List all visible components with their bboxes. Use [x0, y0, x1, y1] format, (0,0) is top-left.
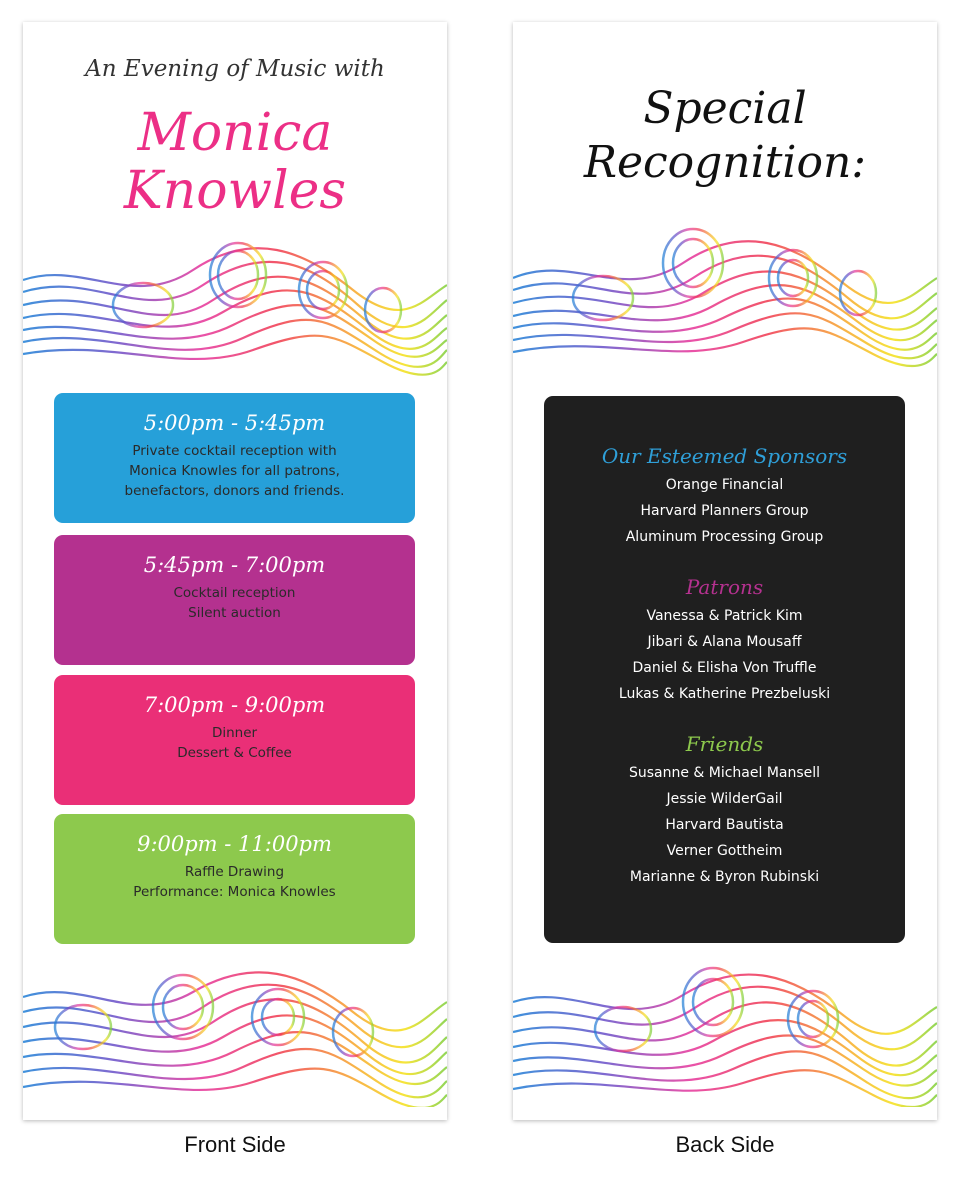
schedule-time: 5:00pm - 5:45pm — [143, 411, 326, 435]
schedule-description — [54, 862, 415, 902]
schedule-time: 5:45pm - 7:00pm — [143, 553, 326, 577]
sponsor-name: Aluminum Processing Group — [625, 529, 824, 545]
performer-first-name: Monica — [137, 103, 333, 163]
friend-name: Verner Gottheim — [666, 843, 783, 859]
back-side-caption: Back Side — [675, 1132, 775, 1157]
schedule-time: 9:00pm - 11:00pm — [137, 832, 332, 856]
schedule-block-1 — [54, 393, 415, 523]
rainbow-wave-decoration — [513, 957, 937, 1107]
schedule-block-4 — [54, 814, 415, 944]
recognition-title-line2: Recognition: — [583, 137, 867, 188]
schedule-line: Dessert & Coffee — [177, 745, 292, 761]
rainbow-wave-decoration — [513, 218, 937, 368]
sponsor-name: Orange Financial — [665, 477, 784, 493]
friend-name: Jessie WilderGail — [666, 791, 783, 807]
performer-last-name: Knowles — [123, 161, 347, 221]
sponsors-list — [544, 472, 905, 550]
friend-name: Marianne & Byron Rubinski — [629, 869, 820, 885]
sponsors-heading: Our Esteemed Sponsors — [601, 444, 848, 468]
schedule-line: Raffle Drawing — [184, 864, 285, 880]
rainbow-wave-decoration — [23, 230, 447, 380]
schedule-line: Performance: Monica Knowles — [133, 884, 336, 900]
friend-name: Susanne & Michael Mansell — [628, 765, 821, 781]
back-card — [513, 22, 937, 1120]
performer-name — [23, 104, 447, 220]
friend-name: Harvard Bautista — [665, 817, 784, 833]
schedule-line: Private cocktail reception with — [132, 443, 337, 459]
schedule-line: Dinner — [211, 725, 258, 741]
rainbow-wave-decoration — [23, 957, 447, 1107]
schedule-description — [54, 441, 415, 501]
patron-name: Jibari & Alana Mousaff — [647, 634, 802, 650]
schedule-line: benefactors, donors and friends. — [124, 483, 345, 499]
schedule-block-3 — [54, 675, 415, 805]
event-subtitle: An Evening of Music with — [85, 56, 385, 82]
schedule-description — [54, 583, 415, 623]
front-side-caption: Front Side — [184, 1132, 286, 1157]
patron-name: Daniel & Elisha Von Truffle — [632, 660, 817, 676]
friends-list — [544, 760, 905, 890]
sponsor-name: Harvard Planners Group — [640, 503, 809, 519]
patrons-heading: Patrons — [685, 575, 764, 599]
schedule-description — [54, 723, 415, 763]
patron-name: Lukas & Katherine Prezbeluski — [618, 686, 831, 702]
schedule-line: Silent auction — [188, 605, 281, 621]
schedule-block-2 — [54, 535, 415, 665]
recognition-title — [513, 82, 937, 190]
schedule-time: 7:00pm - 9:00pm — [143, 693, 326, 717]
front-card — [23, 22, 447, 1120]
patrons-list — [544, 603, 905, 707]
schedule-line: Cocktail reception — [173, 585, 296, 601]
schedule-line: Monica Knowles for all patrons, — [129, 463, 340, 479]
recognition-title-line1: Special — [643, 83, 807, 134]
patron-name: Vanessa & Patrick Kim — [646, 608, 803, 624]
friends-heading: Friends — [685, 732, 764, 756]
recognition-panel — [544, 396, 905, 943]
